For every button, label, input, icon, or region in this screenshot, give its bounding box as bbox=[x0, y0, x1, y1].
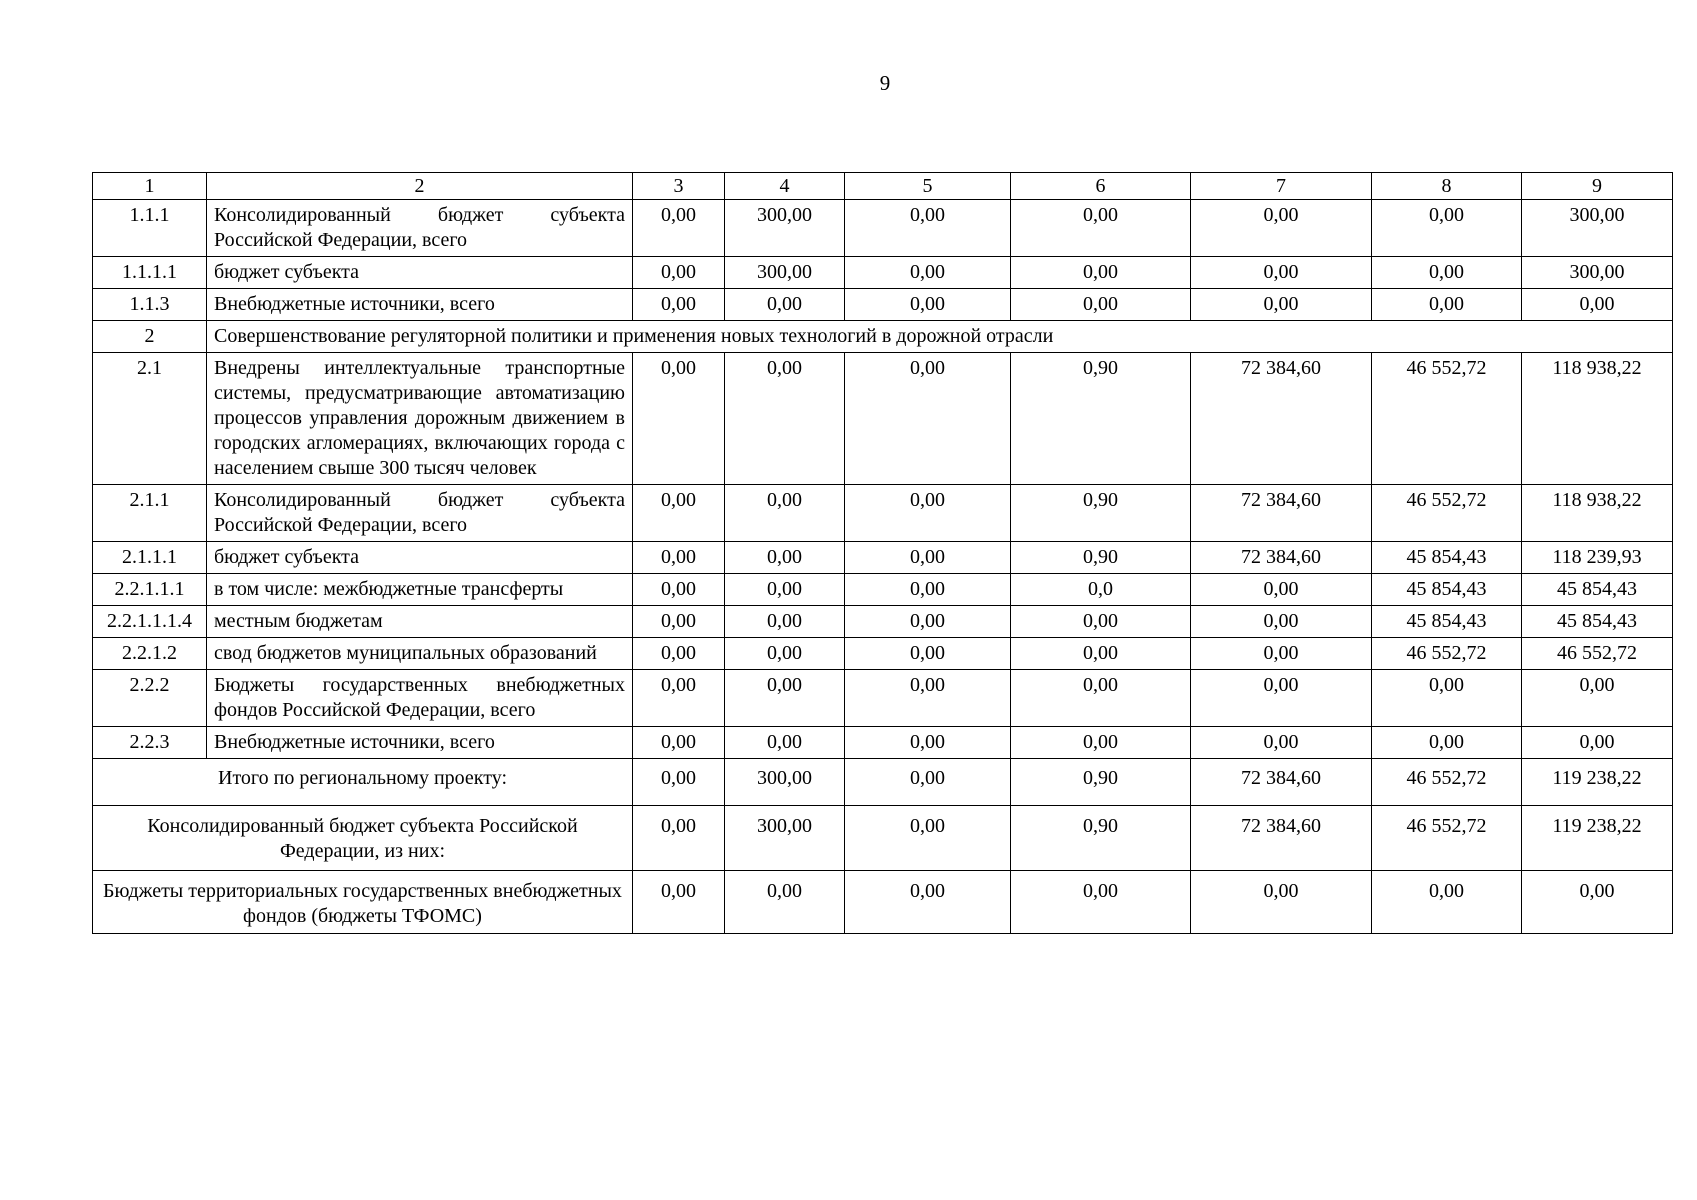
row-value: 0,00 bbox=[1372, 727, 1522, 759]
row-value: 118 938,22 bbox=[1522, 485, 1673, 542]
column-header: 8 bbox=[1372, 173, 1522, 200]
budget-table bbox=[92, 172, 1673, 934]
column-header: 1 bbox=[93, 173, 207, 200]
row-value: 72 384,60 bbox=[1191, 485, 1372, 542]
total-value: 0,00 bbox=[1372, 871, 1522, 934]
row-value: 0,00 bbox=[1372, 200, 1522, 257]
row-number: 2.2.1.2 bbox=[93, 638, 207, 670]
row-value: 0,00 bbox=[725, 574, 845, 606]
row-value: 0,00 bbox=[725, 606, 845, 638]
total-value: 119 238,22 bbox=[1522, 759, 1673, 806]
total-value: 300,00 bbox=[725, 806, 845, 871]
total-value: 0,00 bbox=[845, 871, 1011, 934]
row-value: 0,00 bbox=[1522, 289, 1673, 321]
table-row bbox=[93, 574, 1673, 606]
row-number: 2.2.1.1.1.4 bbox=[93, 606, 207, 638]
row-value: 0,00 bbox=[633, 485, 725, 542]
section-row bbox=[93, 321, 1673, 353]
row-value: 0,00 bbox=[633, 289, 725, 321]
row-value: 0,00 bbox=[725, 542, 845, 574]
row-number: 1.1.3 bbox=[93, 289, 207, 321]
row-value: 0,00 bbox=[845, 353, 1011, 485]
row-name: Бюджеты государственных внебюджетных фондов Российской Федерации, всего bbox=[207, 670, 633, 727]
row-value: 0,00 bbox=[1522, 727, 1673, 759]
total-value: 0,00 bbox=[1011, 871, 1191, 934]
total-value: 300,00 bbox=[725, 759, 845, 806]
column-header: 3 bbox=[633, 173, 725, 200]
row-value: 0,00 bbox=[725, 289, 845, 321]
row-number: 2.1.1 bbox=[93, 485, 207, 542]
row-value: 0,0 bbox=[1011, 574, 1191, 606]
row-value: 0,00 bbox=[633, 670, 725, 727]
row-value: 0,00 bbox=[845, 670, 1011, 727]
total-value: 0,00 bbox=[1522, 871, 1673, 934]
row-value: 0,00 bbox=[725, 638, 845, 670]
row-name: Консолидированный бюджет субъекта Российской Федерации, всего bbox=[207, 200, 633, 257]
row-value: 0,00 bbox=[1372, 289, 1522, 321]
row-name: бюджет субъекта bbox=[207, 257, 633, 289]
row-value: 0,00 bbox=[1372, 257, 1522, 289]
row-value: 0,00 bbox=[845, 289, 1011, 321]
total-value: 0,90 bbox=[1011, 759, 1191, 806]
column-header: 5 bbox=[845, 173, 1011, 200]
column-header: 7 bbox=[1191, 173, 1372, 200]
total-value: 0,00 bbox=[845, 759, 1011, 806]
row-value: 72 384,60 bbox=[1191, 353, 1372, 485]
row-number: 2.2.3 bbox=[93, 727, 207, 759]
row-value: 0,00 bbox=[725, 727, 845, 759]
row-number: 2.2.1.1.1 bbox=[93, 574, 207, 606]
row-name: Внебюджетные источники, всего bbox=[207, 289, 633, 321]
row-value: 118 938,22 bbox=[1522, 353, 1673, 485]
row-value: 0,00 bbox=[1191, 638, 1372, 670]
total-value: 0,00 bbox=[845, 806, 1011, 871]
row-value: 0,00 bbox=[845, 574, 1011, 606]
row-value: 0,00 bbox=[633, 727, 725, 759]
total-value: 0,00 bbox=[633, 871, 725, 934]
row-name: Внебюджетные источники, всего bbox=[207, 727, 633, 759]
table-row bbox=[93, 289, 1673, 321]
row-value: 0,00 bbox=[1191, 727, 1372, 759]
total-row bbox=[93, 871, 1673, 934]
row-value: 0,00 bbox=[1011, 727, 1191, 759]
row-value: 0,00 bbox=[845, 257, 1011, 289]
row-value: 45 854,43 bbox=[1372, 574, 1522, 606]
table-row bbox=[93, 485, 1673, 542]
row-value: 0,00 bbox=[633, 606, 725, 638]
table-row bbox=[93, 542, 1673, 574]
column-header: 2 bbox=[207, 173, 633, 200]
row-number: 1.1.1.1 bbox=[93, 257, 207, 289]
row-value: 0,00 bbox=[1191, 574, 1372, 606]
table-row bbox=[93, 670, 1673, 727]
row-value: 0,00 bbox=[845, 200, 1011, 257]
row-value: 45 854,43 bbox=[1372, 542, 1522, 574]
section-title: Совершенствование регуляторной политики и применения новых технологий в дорожной отрасли bbox=[207, 321, 1673, 353]
row-value: 46 552,72 bbox=[1372, 485, 1522, 542]
row-name: свод бюджетов муниципальных образований bbox=[207, 638, 633, 670]
row-value: 0,00 bbox=[1191, 257, 1372, 289]
row-value: 0,00 bbox=[1011, 670, 1191, 727]
row-value: 0,00 bbox=[1011, 289, 1191, 321]
total-value: 119 238,22 bbox=[1522, 806, 1673, 871]
total-label: Консолидированный бюджет субъекта Российской Федерации, из них: bbox=[93, 806, 633, 871]
table-row bbox=[93, 353, 1673, 485]
row-name: местным бюджетам bbox=[207, 606, 633, 638]
row-name: Внедрены интеллектуальные транспортные системы, предусматривающие автоматизацию процессов управления дорожным движением в городских агломерациях, включающих города с населением свыше 300 тысяч человек bbox=[207, 353, 633, 485]
row-value: 46 552,72 bbox=[1372, 353, 1522, 485]
row-value: 0,90 bbox=[1011, 542, 1191, 574]
table-row bbox=[93, 727, 1673, 759]
row-value: 0,00 bbox=[725, 353, 845, 485]
total-value: 0,90 bbox=[1011, 806, 1191, 871]
total-value: 46 552,72 bbox=[1372, 759, 1522, 806]
row-value: 0,00 bbox=[1522, 670, 1673, 727]
row-value: 0,90 bbox=[1011, 485, 1191, 542]
row-number: 2.1 bbox=[93, 353, 207, 485]
total-value: 0,00 bbox=[1191, 871, 1372, 934]
page-number: 9 bbox=[879, 71, 891, 95]
row-number: 1.1.1 bbox=[93, 200, 207, 257]
table-row bbox=[93, 638, 1673, 670]
column-header: 6 bbox=[1011, 173, 1191, 200]
row-value: 0,00 bbox=[1011, 200, 1191, 257]
row-value: 46 552,72 bbox=[1522, 638, 1673, 670]
row-value: 45 854,43 bbox=[1522, 574, 1673, 606]
column-header-row bbox=[93, 173, 1673, 200]
row-name: Консолидированный бюджет субъекта Российской Федерации, всего bbox=[207, 485, 633, 542]
row-value: 0,00 bbox=[633, 353, 725, 485]
row-value: 0,00 bbox=[725, 670, 845, 727]
row-value: 0,00 bbox=[633, 574, 725, 606]
row-value: 46 552,72 bbox=[1372, 638, 1522, 670]
total-value: 46 552,72 bbox=[1372, 806, 1522, 871]
table-row bbox=[93, 257, 1673, 289]
row-value: 0,00 bbox=[845, 485, 1011, 542]
column-header: 4 bbox=[725, 173, 845, 200]
row-value: 0,00 bbox=[1191, 670, 1372, 727]
row-value: 45 854,43 bbox=[1372, 606, 1522, 638]
table-row bbox=[93, 200, 1673, 257]
row-value: 0,00 bbox=[1191, 289, 1372, 321]
row-value: 0,00 bbox=[633, 257, 725, 289]
total-value: 0,00 bbox=[633, 806, 725, 871]
total-value: 72 384,60 bbox=[1191, 759, 1372, 806]
total-row bbox=[93, 759, 1673, 806]
row-value: 0,00 bbox=[845, 606, 1011, 638]
row-number: 2.2.2 bbox=[93, 670, 207, 727]
total-row bbox=[93, 806, 1673, 871]
row-value: 0,00 bbox=[633, 542, 725, 574]
row-value: 0,00 bbox=[1372, 670, 1522, 727]
row-name: в том числе: межбюджетные трансферты bbox=[207, 574, 633, 606]
row-value: 0,00 bbox=[1011, 257, 1191, 289]
row-number: 2 bbox=[93, 321, 207, 353]
row-value: 0,90 bbox=[1011, 353, 1191, 485]
row-number: 2.1.1.1 bbox=[93, 542, 207, 574]
row-value: 0,00 bbox=[1011, 638, 1191, 670]
row-value: 0,00 bbox=[1191, 200, 1372, 257]
row-value: 0,00 bbox=[725, 485, 845, 542]
total-label: Бюджеты территориальных государственных внебюджетных фондов (бюджеты ТФОМС) bbox=[93, 871, 633, 934]
row-value: 300,00 bbox=[725, 200, 845, 257]
row-value: 0,00 bbox=[845, 542, 1011, 574]
row-value: 118 239,93 bbox=[1522, 542, 1673, 574]
row-value: 300,00 bbox=[1522, 257, 1673, 289]
row-value: 0,00 bbox=[845, 638, 1011, 670]
row-value: 0,00 bbox=[1011, 606, 1191, 638]
row-value: 300,00 bbox=[725, 257, 845, 289]
row-value: 72 384,60 bbox=[1191, 542, 1372, 574]
total-value: 0,00 bbox=[633, 759, 725, 806]
row-value: 0,00 bbox=[633, 638, 725, 670]
total-value: 0,00 bbox=[725, 871, 845, 934]
row-value: 0,00 bbox=[1191, 606, 1372, 638]
total-label: Итого по региональному проекту: bbox=[93, 759, 633, 806]
row-value: 0,00 bbox=[633, 200, 725, 257]
total-value: 72 384,60 bbox=[1191, 806, 1372, 871]
row-value: 0,00 bbox=[845, 727, 1011, 759]
row-name: бюджет субъекта bbox=[207, 542, 633, 574]
row-value: 45 854,43 bbox=[1522, 606, 1673, 638]
column-header: 9 bbox=[1522, 173, 1673, 200]
table-row bbox=[93, 606, 1673, 638]
row-value: 300,00 bbox=[1522, 200, 1673, 257]
